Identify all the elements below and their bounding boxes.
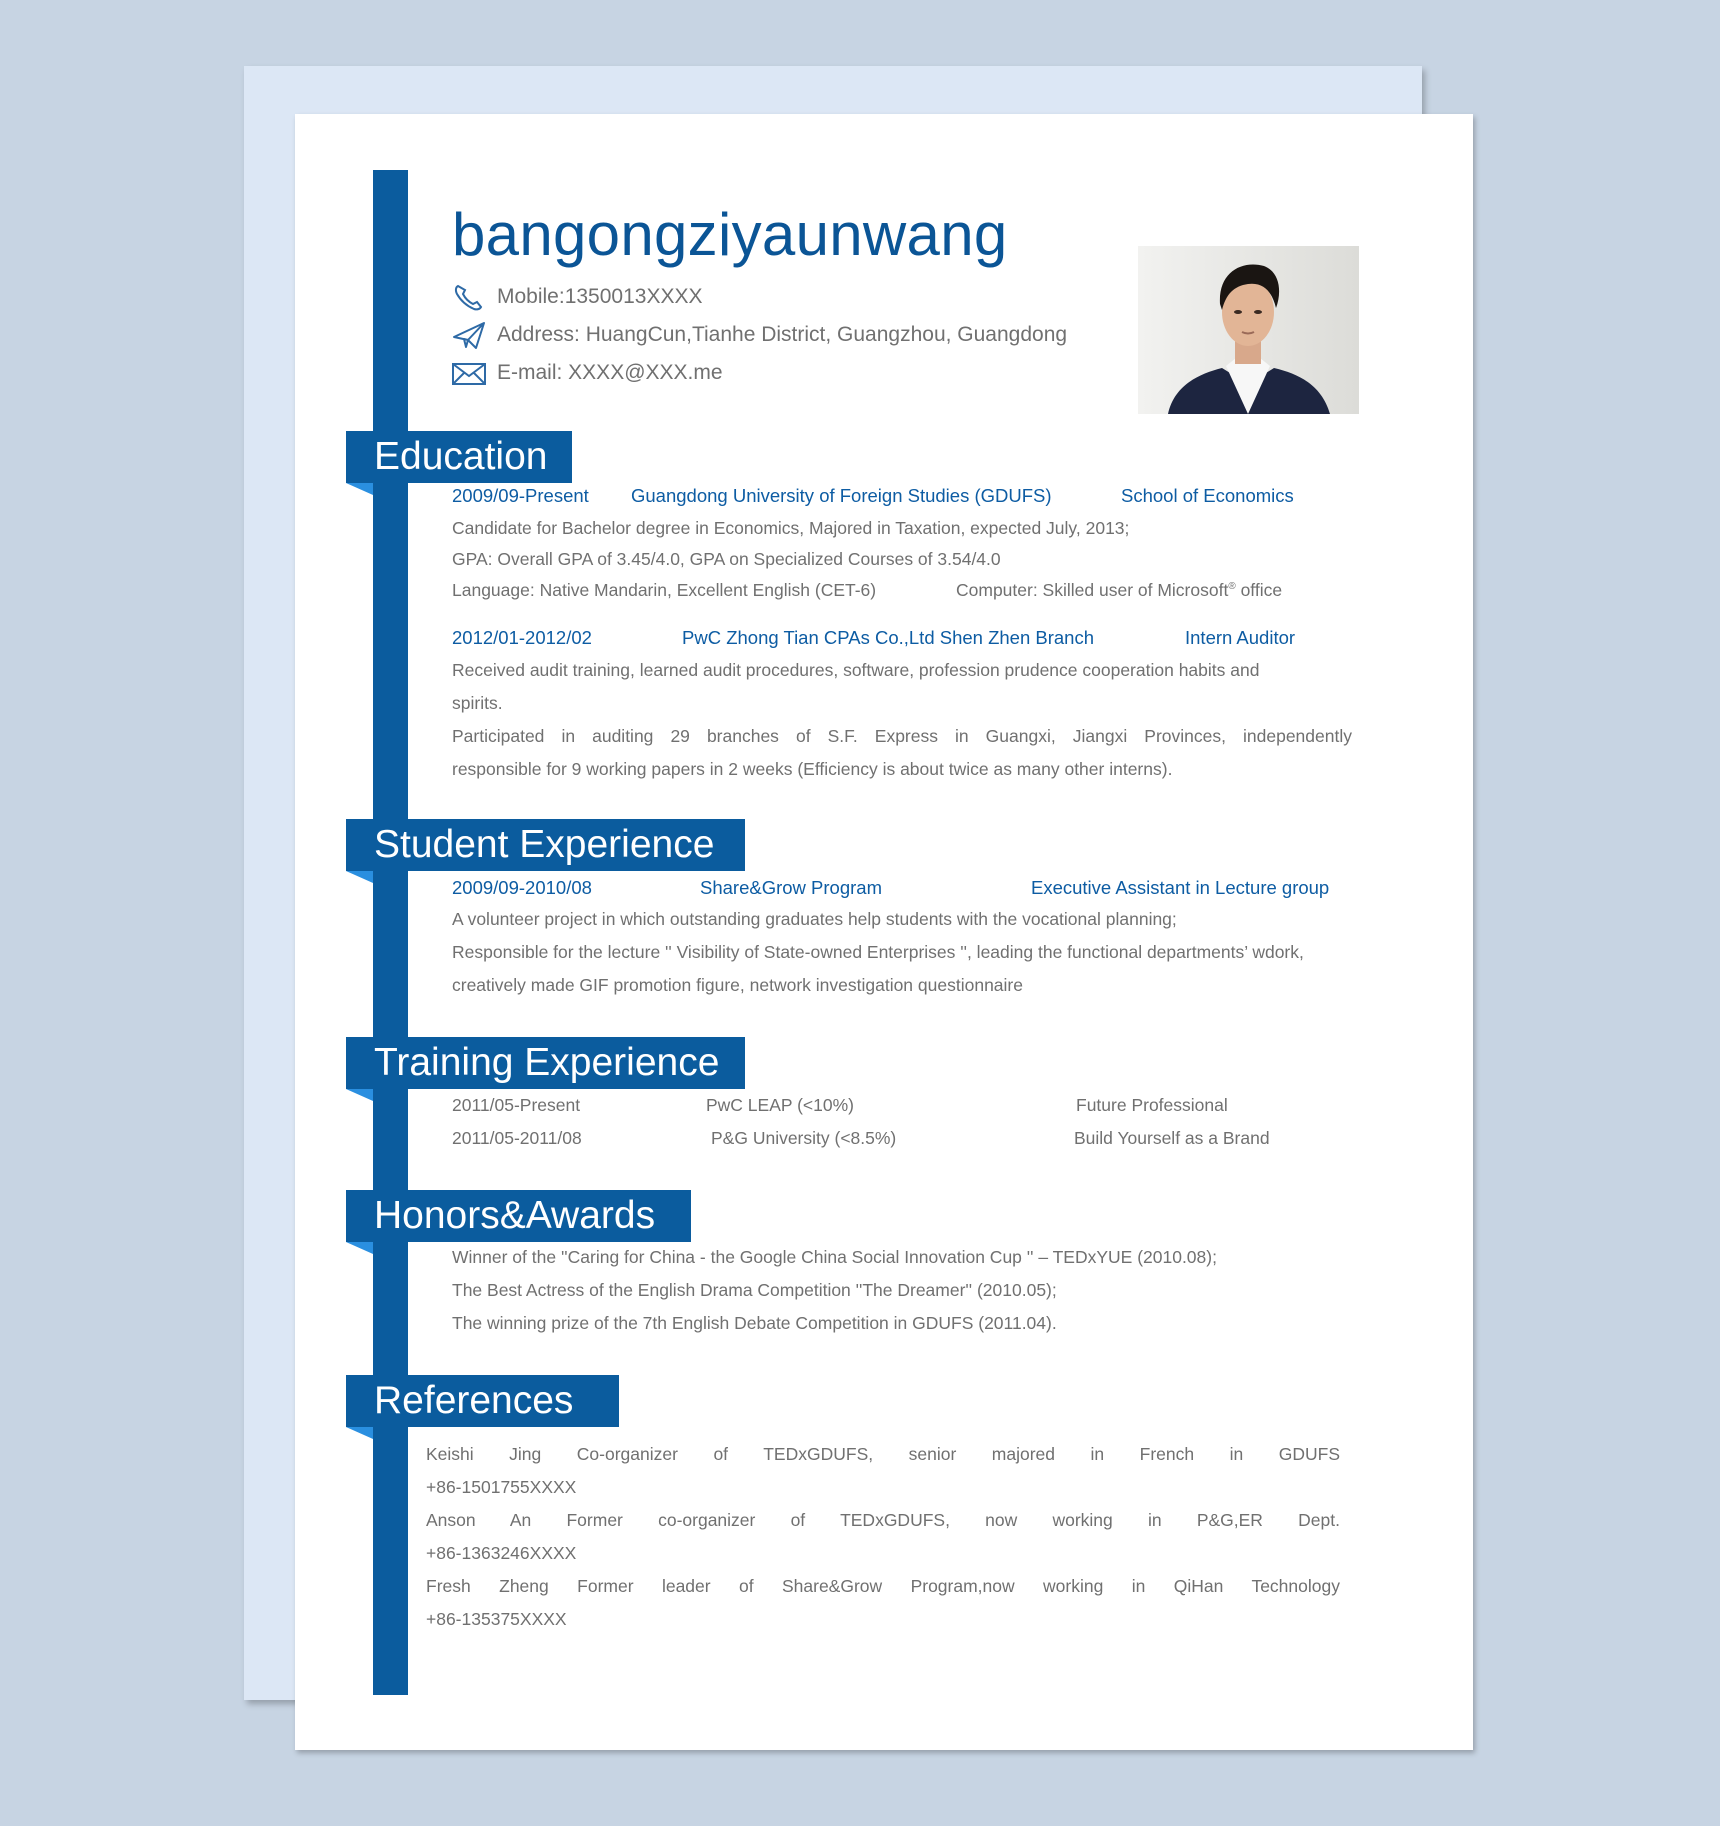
- honors-list: [452, 1241, 1352, 1340]
- edu1-line1: Candidate for Bachelor degree in Economics, Majored in Taxation, expected July, 2013;: [452, 518, 1130, 538]
- student-date: 2009/09-2010/08: [452, 877, 592, 898]
- training1-program: PwC LEAP (<10%): [706, 1095, 855, 1115]
- section-title-student: Student Experience: [374, 823, 715, 866]
- honor-item: The winning prize of the 7th English Debate Competition in GDUFS (2011.04).: [452, 1313, 1057, 1333]
- training2-date: 2011/05-2011/08: [452, 1128, 582, 1148]
- header-fold: [346, 1089, 373, 1101]
- edu2-para1-a: Received audit training, learned audit procedures, software, profession prudence cooperation habits and: [452, 660, 1260, 680]
- header-fold: [346, 1242, 373, 1254]
- address-row: [450, 320, 1067, 350]
- profile-photo: [1138, 246, 1359, 414]
- section-title-references: References: [374, 1379, 574, 1422]
- phone-icon: [450, 282, 488, 312]
- training1-title: Future Professional: [1076, 1095, 1228, 1115]
- edu1-computer-text: Computer: Skilled user of Microsoft: [956, 580, 1229, 600]
- edu2-org: PwC Zhong Tian CPAs Co.,Ltd Shen Zhen Branch: [682, 627, 1095, 648]
- mobile-text: Mobile:1350013XXXX: [497, 285, 703, 308]
- timeline-bar: [373, 170, 408, 1695]
- honor-item: Winner of the ''Caring for China - the Google China Social Innovation Cup '' – TEDxYUE (2010.08);: [452, 1247, 1217, 1267]
- student-line3: creatively made GIF promotion figure, network investigation questionnaire: [452, 975, 1023, 995]
- edu1-line3: Language: Native Mandarin, Excellent English (CET-6): [452, 580, 877, 600]
- edu2-para1: [452, 654, 1352, 720]
- section-title-honors: Honors&Awards: [374, 1194, 656, 1237]
- paper-plane-icon: [450, 320, 488, 350]
- edu1-date: 2009/09-Present: [452, 485, 589, 506]
- section-header-references: [346, 1375, 619, 1427]
- student-org: Share&Grow Program: [700, 877, 882, 898]
- edu2-para2-a: Participated in auditing 29 branches of S.F. Express in Guangxi, Jiangxi Provinces, independently: [452, 726, 1352, 746]
- honor-item: The Best Actress of the English Drama Competition ''The Dreamer'' (2010.05);: [452, 1280, 1057, 1300]
- training1-date: 2011/05-Present: [452, 1095, 581, 1115]
- edu2-para1-b: spirits.: [452, 693, 503, 713]
- training2-program: P&G University (<8.5%): [711, 1128, 897, 1148]
- student-line1: A volunteer project in which outstanding graduates help students with the vocational planning;: [452, 909, 1177, 929]
- edu1-line2: GPA: Overall GPA of 3.45/4.0, GPA on Specialized Courses of 3.54/4.0: [452, 549, 1001, 569]
- section-title-education: Education: [374, 435, 548, 478]
- edu1-org: Guangdong University of Foreign Studies (GDUFS): [631, 485, 1052, 506]
- email-text: E-mail: XXXX@XXX.me: [497, 361, 723, 384]
- reference-phone: +86-135375XXXX: [426, 1609, 567, 1629]
- reference-item: Keishi Jing Co-organizer of TEDxGDUFS, senior majored in French in GDUFS: [426, 1444, 1340, 1464]
- edu1-role: School of Economics: [1121, 485, 1294, 506]
- address-text: Address: HuangCun,Tianhe District, Guangzhou, Guangdong: [497, 323, 1068, 346]
- candidate-name: bangongziyaunwang: [452, 201, 1008, 268]
- reference-phone: +86-1501755XXXX: [426, 1477, 577, 1497]
- student-role: Executive Assistant in Lecture group: [1031, 877, 1330, 898]
- edu2-para2-b: responsible for 9 working papers in 2 weeks (Efficiency is about twice as many other interns).: [452, 759, 1173, 779]
- reference-phone: +86-1363246XXXX: [426, 1543, 577, 1563]
- edu2-role: Intern Auditor: [1185, 627, 1296, 648]
- reference-item: Fresh Zheng Former leader of Share&Grow Program,now working in QiHan Technology: [426, 1576, 1340, 1596]
- training2-title: Build Yourself as a Brand: [1074, 1128, 1270, 1148]
- student-description: [452, 903, 1382, 1002]
- email-row: [450, 358, 723, 388]
- header-fold: [346, 483, 373, 495]
- section-header-training: [346, 1037, 745, 1089]
- references-list: [426, 1438, 1340, 1636]
- student-line2: Responsible for the lecture '' Visibility of State-owned Enterprises '', leading the functional departments’ wdork,: [452, 942, 1304, 962]
- mail-icon: [450, 358, 488, 388]
- edu2-date: 2012/01-2012/02: [452, 627, 592, 648]
- reference-item: Anson An Former co-organizer of TEDxGDUFS, now working in P&G,ER Dept.: [426, 1510, 1340, 1530]
- mobile-row: [450, 282, 702, 312]
- section-header-education: [346, 431, 572, 483]
- edu1-computer-suffix: office: [1235, 580, 1283, 600]
- registered-mark: ®: [1228, 581, 1236, 593]
- section-title-training: Training Experience: [374, 1041, 720, 1084]
- header-fold: [346, 871, 373, 883]
- edu1-computer: [956, 580, 1282, 601]
- section-header-honors: [346, 1190, 691, 1242]
- section-header-student: [346, 819, 745, 871]
- header-fold: [346, 1427, 373, 1439]
- edu2-para2: [452, 720, 1352, 786]
